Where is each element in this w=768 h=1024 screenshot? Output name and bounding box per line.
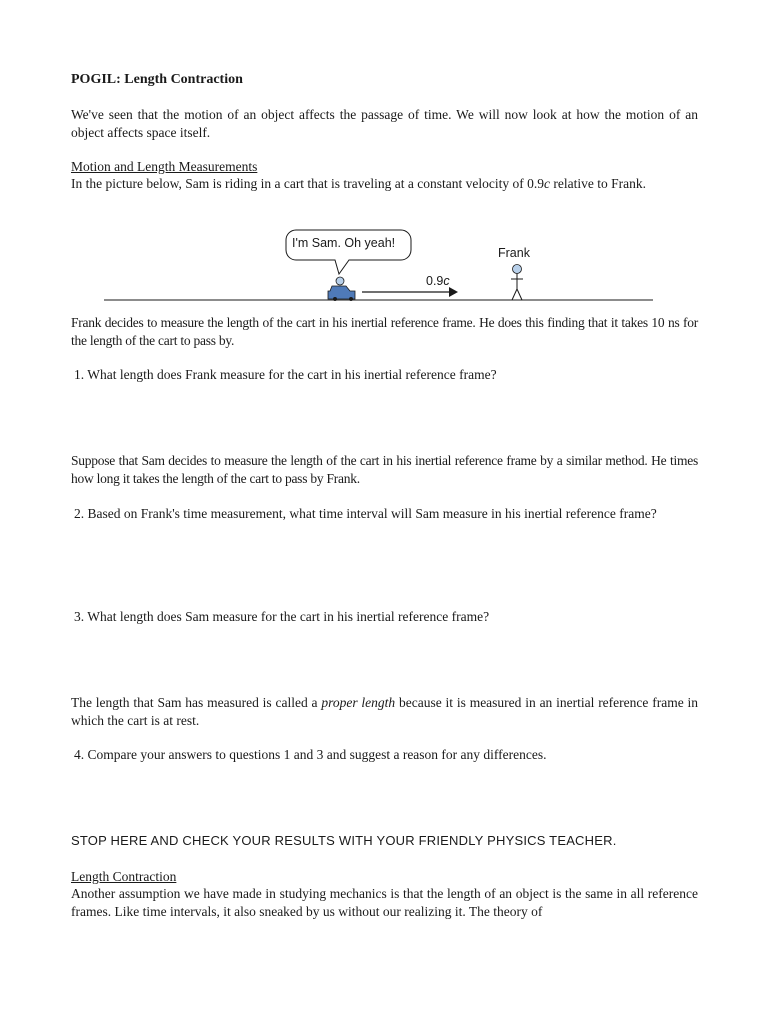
frank-measure-paragraph: Frank decides to measure the length of the cart in his inertial reference frame. He does this finding that it takes 10 ns for the length of the cart to pass by. — [71, 315, 698, 348]
question-2: 2. Based on Frank's time measurement, what time interval will Sam measure in his inertial reference frame? — [74, 506, 657, 521]
frank-label: Frank — [498, 246, 530, 260]
page-title: POGIL: Length Contraction — [71, 72, 243, 87]
contraction-paragraph: Another assumption we have made in studying mechanics is that the length of an object is the same in all reference frames. Like time intervals, it also sneaked by us without our realizing it. The theory of — [71, 886, 698, 919]
question-3: 3. What length does Sam measure for the cart in his inertial reference frame? — [74, 609, 490, 624]
question-4: 4. Compare your answers to questions 1 and 3 and suggest a reason for any differences. — [74, 747, 547, 762]
stop-notice: STOP HERE AND CHECK YOUR RESULTS WITH YOUR FRIENDLY PHYSICS TEACHER. — [71, 833, 617, 848]
question-1: 1. What length does Frank measure for the cart in his inertial reference frame? — [74, 367, 497, 382]
speech-bubble-text: I'm Sam. Oh yeah! — [292, 236, 396, 250]
sam-head-icon — [336, 277, 344, 285]
sam-measure-paragraph: Suppose that Sam decides to measure the length of the cart in his inertial reference frame by a similar method. He times how long it takes the length of the cart to pass by Frank. — [71, 453, 698, 486]
stick-figure-icon — [511, 265, 523, 301]
arrow-right-icon — [362, 287, 458, 297]
intro-paragraph: We've seen that the motion of an object affects the passage of time. We will now look at how the motion of an object affects space itself. — [71, 107, 698, 140]
section-heading-motion: Motion and Length Measurements — [71, 159, 258, 174]
motion-diagram — [0, 0, 768, 320]
cart-icon — [328, 286, 355, 301]
section-heading-contraction: Length Contraction — [71, 869, 177, 884]
sam-cart-paragraph: In the picture below, Sam is riding in a cart that is traveling at a constant velocity of 0.9c relative to Frank. — [71, 176, 646, 191]
proper-length-paragraph: The length that Sam has measured is called a proper length because it is measured in an inertial reference frame in which the cart is at rest. — [71, 695, 699, 728]
velocity-label: 0.9c — [426, 274, 450, 288]
